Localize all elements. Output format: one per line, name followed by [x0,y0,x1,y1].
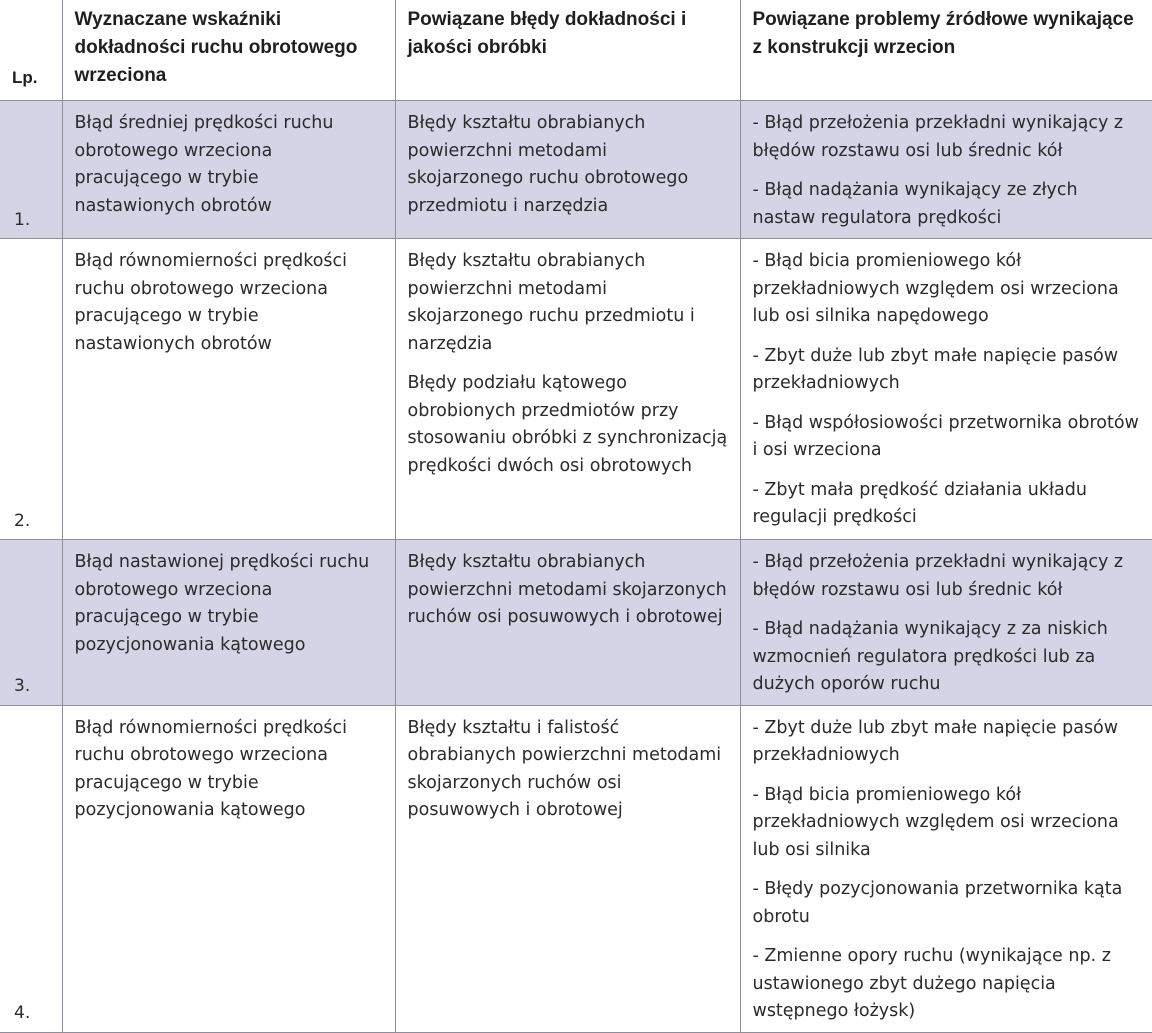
source-item: - Błąd nadążania wynikający ze złych nastaw regulatora prędkości [752,180,1078,228]
header-sources: Powiązane problemy źródłowe wynikające z konstrukcji wrzecion [740,0,1152,101]
source-item: - Zmienne opory ruchu (wynikające np. z ustawionego zbyt dużego napięcia wstępnego łożysk) [752,946,1111,1021]
header-indicators: Wyznaczane wskaźniki dokładności ruchu obrotowego wrzeciona [62,0,395,101]
row-number: 3. [0,540,62,706]
errors-cell [395,101,740,239]
error-text: Błędy kształtu i falistość obrabianych powierzchni metodami skojarzonych ruchów osi posuwowych i obrotowej [407,717,722,820]
source-item: - Błąd nadążania wynikający z za niskich wzmocnień regulatora prędkości lub za dużych oporów ruchu [752,619,1108,694]
source-item: - Błąd bicia promieniowego kół przekładniowych względem osi wrzeciona lub osi silnika napędowego [752,251,1119,326]
error-text: Błędy kształtu obrabianych powierzchni metodami skojarzonego ruchu obrotowego przedmiotu i narzędzia [407,113,689,216]
indicator-cell [62,540,395,706]
error-text: Błędy kształtu obrabianych powierzchni metodami skojarzonego ruchu przedmiotu i narzędzia [407,251,695,354]
table-body [0,101,1152,1033]
indicator-text: Błąd nastawionej prędkości ruchu obrotowego wrzeciona pracującego w trybie pozycjonowania kątowego [74,552,370,655]
source-item: - Błąd współosiowości przetwornika obrotów i osi wrzeciona [752,412,1139,460]
indicator-cell [62,705,395,1032]
table-row [0,239,1152,540]
source-item: - Zbyt mała prędkość działania układu regulacji prędkości [752,479,1087,527]
source-item: - Błąd przełożenia przekładni wynikający z błędów rozstawu osi lub średnic kół [752,113,1124,161]
error-text: Błędy podziału kątowego obrobionych przedmiotów przy stosowaniu obróbki z synchronizacją prędkości dwóch osi obrotowych [407,373,728,476]
error-text: Błędy kształtu obrabianych powierzchni metodami skojarzonych ruchów osi posuwowych i obrotowej [407,552,727,627]
source-item: - Błędy pozycjonowania przetwornika kąta obrotu [752,879,1123,927]
table-row [0,705,1152,1032]
errors-cell [395,705,740,1032]
table-row [0,101,1152,239]
header-row [0,0,1152,101]
row-number: 2. [0,239,62,540]
indicator-cell [62,101,395,239]
sources-cell [740,540,1152,706]
indicator-text: Błąd równomierności prędkości ruchu obrotowego wrzeciona pracującego w trybie pozycjonowania kątowego [74,717,348,820]
row-number: 1. [0,101,62,239]
indicator-cell [62,239,395,540]
sources-cell [740,239,1152,540]
table-header [0,0,1152,101]
header-errors: Powiązane błędy dokładności i jakości obróbki [395,0,740,101]
sources-cell [740,705,1152,1032]
errors-cell [395,239,740,540]
sources-cell [740,101,1152,239]
source-item: - Zbyt duże lub zbyt małe napięcie pasów przekładniowych [752,345,1119,393]
indicator-text: Błąd średniej prędkości ruchu obrotowego wrzeciona pracującego w trybie nastawionych obrotów [74,113,334,216]
table-row [0,540,1152,706]
errors-cell [395,540,740,706]
header-lp: Lp. [0,0,62,101]
row-number: 4. [0,705,62,1032]
source-item: - Zbyt duże lub zbyt małe napięcie pasów przekładniowych [752,717,1119,765]
source-item: - Błąd przełożenia przekładni wynikający z błędów rozstawu osi lub średnic kół [752,552,1124,600]
indicator-text: Błąd równomierności prędkości ruchu obrotowego wrzeciona pracującego w trybie nastawionych obrotów [74,251,348,354]
source-item: - Błąd bicia promieniowego kół przekładniowych względem osi wrzeciona lub osi silnika [752,784,1119,860]
